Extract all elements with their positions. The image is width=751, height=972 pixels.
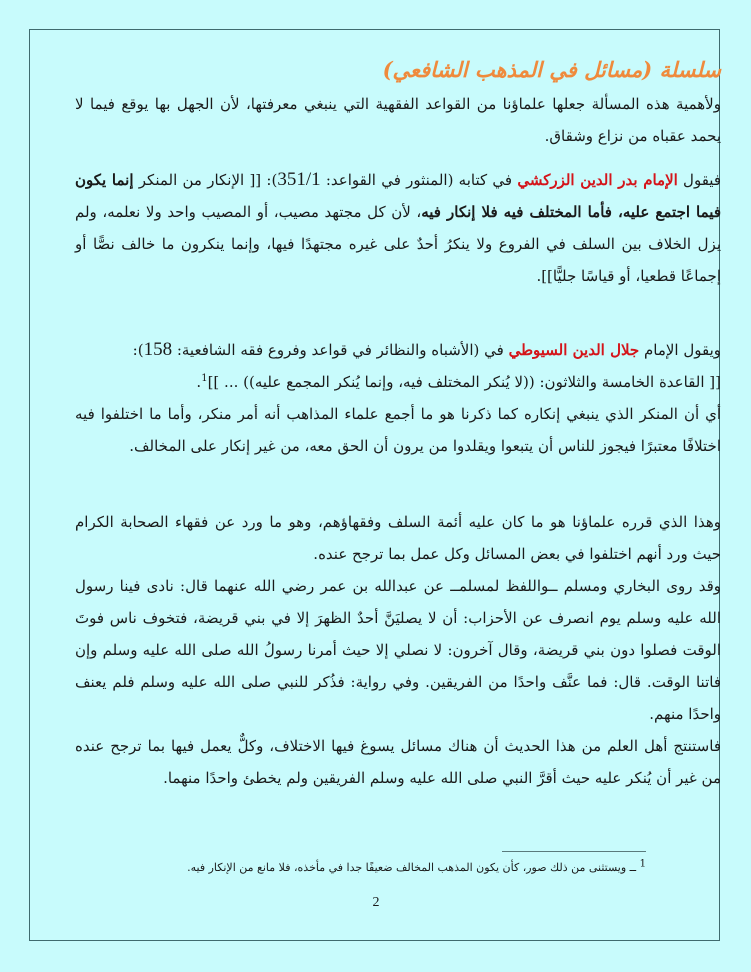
text: ): [[ الإنكار من المنكر (133, 171, 278, 189)
scholar-name-zarkashi: الإمام بدر الدين الزركشي (517, 171, 678, 189)
document-body (75, 52, 721, 794)
footnote (160, 858, 646, 878)
footnote-separator (502, 851, 646, 852)
footnote-number: 1 (639, 858, 646, 870)
text: . (196, 373, 202, 391)
footnote-text: ــ ويستثنى من ذلك صور، كأن يكون المذهب المخالف ضعيفًا جدا في مأخذه، فلا مانع من الإنكار فيه. (187, 861, 637, 874)
paragraph-intro: ولأهمية هذه المسألة جعلها علماؤنا من القواعد الفقهية التي ينبغي معرفتها، لأن الجهل بها يوقع فيما لا يحمد عقباه من نزاع وشقاق. (75, 95, 721, 145)
text: ويقول الإمام (639, 341, 721, 359)
footnote-marker[interactable]: 1 (201, 373, 208, 384)
paragraph-conclusion: فاستنتج أهل العلم من هذا الحديث أن هناك مسائل يسوغ فيها الاختلاف، وكلٌّ يعمل فيها بما ترجح عنده من غير أن يُنكر عليه حيث أقرَّ النبي صلى الله عليه وسلم الفريقين ولم يخطئ واحدًا منهما. (75, 737, 721, 787)
quote-text: [[ القاعدة الخامسة والثلاثون: ((لا يُنكر المختلف فيه، وإنما يُنكر المجمع عليه)) ... ]] (207, 373, 721, 391)
paragraph-zarkashi (75, 164, 721, 292)
scholar-name-suyuti: جلال الدين السيوطي (508, 341, 640, 359)
reference-number: 351/1 (277, 169, 321, 190)
series-title: سلسلة (مسائل في المذهب الشافعي) (382, 57, 721, 82)
paragraph-explanation: أي أن المنكر الذي ينبغي إنكاره كما ذكرنا هو ما أجمع علماء المذاهب أنه أمر منكر، وأما ما اختلفوا فيه اختلافًا معتبرًا فيجوز للناس أن يتبعوا ويقلدوا من يرون أن الحق معه، من غير إنكار على المخالف. (75, 405, 721, 455)
text: ): (132, 341, 144, 359)
paragraph-suyuti (75, 334, 721, 398)
paragraph-scholars: وهذا الذي قرره علماؤنا هو ما كان عليه أئمة السلف وفقهاؤهم، وهو ما ورد عن فقهاء الصحابة الكرام حيث ورد أنهم اختلفوا في بعض المسائل وكل عمل بما ترجح عنده. (75, 513, 721, 563)
text: في كتابه (المنثور في القواعد: (320, 171, 518, 189)
text: فيقول (677, 171, 721, 189)
text: ، لأن كل مجتهد مصيب، أو المصيب واحد ولا نعلمه، ولم يزل الخلاف بين السلف في الفروع ولا ينكرُ أحدٌ على غيره مجتهدًا فيها، وإنما ينكرون ما خالف نصًّا أو إجماعًا قطعيا، أو قياسًا جليًّا]]. (75, 203, 721, 285)
paragraph-hadith: وقد روى البخاري ومسلم ــواللفظ لمسلمــ عن عبدالله بن عمر رضي الله عنهما قال: نادى فينا رسول الله عليه وسلم يوم انصرف عن الأحزاب: أن لا يصليَنَّ أحدٌ الظهرَ إلا في بني قريضة، فتخوف ناس فوتَ الوقت فصلوا دون بني قريضة، وقال آخرون: لا نصلي إلا حيث أمرنا رسولُ الله صلى الله عليه وسلم وإن فاتنا الوقت. قال: فما عنَّف واحدًا من الفريقين. وفي رواية: فذُكر للنبي صلى الله عليه وسلم فلم يعنف واحدًا منهم. (75, 577, 721, 723)
bold-quote: إنما يكون فيما اجتمع عليه، فأما المختلف فيه فلا إنكار فيه (75, 171, 721, 221)
text: في (الأشباه والنظائر في قواعد وفروع فقه الشافعية: (172, 341, 509, 359)
reference-number: 158 (143, 339, 173, 360)
page-number: 2 (372, 895, 380, 910)
